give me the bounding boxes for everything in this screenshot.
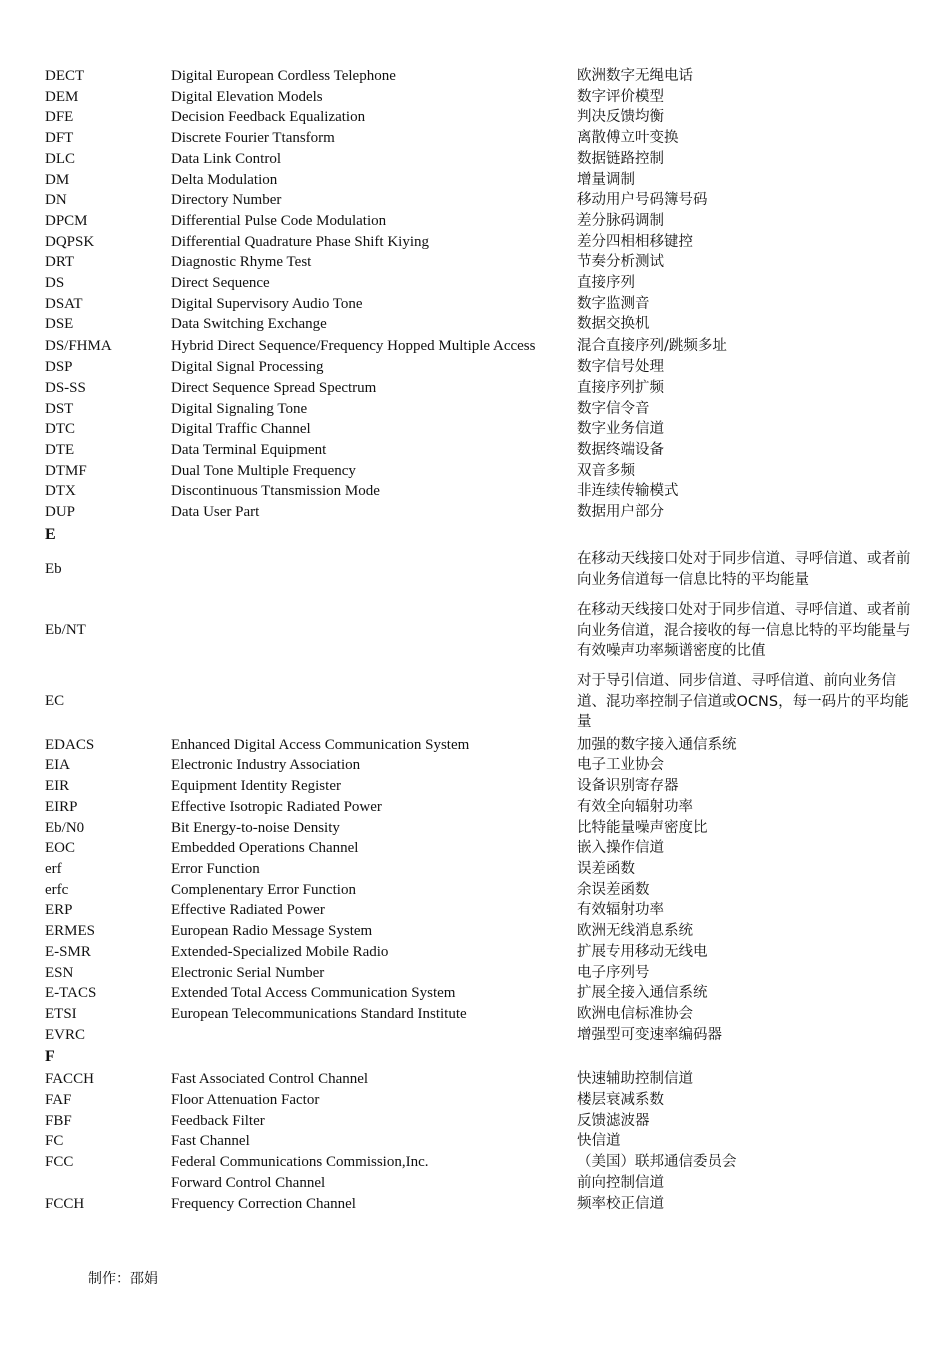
term-chinese: 数据终端设备 bbox=[577, 441, 664, 458]
glossary-row bbox=[45, 755, 925, 776]
term-abbreviation: E-TACS bbox=[45, 985, 97, 1002]
term-chinese: 移动用户号码簿号码 bbox=[577, 192, 708, 209]
term-abbreviation: EOC bbox=[45, 840, 75, 857]
term-english: Digital Signaling Tone bbox=[171, 400, 308, 417]
glossary-row bbox=[45, 149, 925, 170]
term-english: Feedback Filter bbox=[171, 1112, 265, 1129]
term-chinese: 前向控制信道 bbox=[577, 1174, 664, 1191]
glossary-row bbox=[45, 170, 925, 191]
term-chinese: 快信道 bbox=[577, 1133, 621, 1150]
term-abbreviation: DRT bbox=[45, 254, 75, 271]
term-abbreviation: EC bbox=[45, 693, 65, 710]
term-chinese: 嵌入操作信道 bbox=[577, 840, 664, 857]
glossary-row bbox=[45, 107, 925, 128]
term-abbreviation: FCCH bbox=[45, 1195, 85, 1212]
term-english: Digital Supervisory Audio Tone bbox=[171, 295, 363, 312]
term-abbreviation: ERP bbox=[45, 902, 73, 919]
term-abbreviation: DFT bbox=[45, 130, 74, 147]
glossary-row bbox=[45, 1111, 925, 1132]
term-abbreviation: E-SMR bbox=[45, 943, 91, 960]
term-abbreviation: EIA bbox=[45, 757, 70, 774]
glossary-row bbox=[45, 900, 925, 921]
glossary-row bbox=[45, 983, 925, 1004]
term-abbreviation: FBF bbox=[45, 1112, 72, 1129]
term-chinese: 反馈滤波器 bbox=[577, 1112, 650, 1129]
term-abbreviation: ETSI bbox=[45, 1005, 77, 1022]
term-chinese: 余误差函数 bbox=[577, 881, 650, 898]
term-abbreviation: DSP bbox=[45, 359, 73, 376]
glossary-row bbox=[45, 357, 925, 378]
glossary-row bbox=[45, 461, 925, 482]
footer-credit: 制作：邵娟 bbox=[88, 1271, 158, 1287]
glossary-row bbox=[45, 1004, 925, 1025]
term-abbreviation: ERMES bbox=[45, 923, 96, 940]
glossary-row bbox=[45, 859, 925, 880]
term-chinese: 差分四相相移键控 bbox=[577, 233, 693, 250]
glossary-row bbox=[45, 547, 925, 593]
term-chinese: 对于导引信道、同步信道、寻呼信道、前向业务信道、混功率控制子信道或OCNS，每一码片的平均能量 bbox=[577, 673, 909, 731]
term-chinese: 数字业务信道 bbox=[577, 421, 664, 438]
term-chinese: 直接序列扩频 bbox=[577, 379, 664, 396]
term-abbreviation: FAF bbox=[45, 1092, 72, 1109]
term-abbreviation: EIRP bbox=[45, 798, 78, 815]
term-chinese: 设备识别寄存器 bbox=[577, 778, 679, 795]
term-abbreviation: DECT bbox=[45, 68, 85, 84]
term-english: Digital European Cordless Telephone bbox=[171, 68, 396, 84]
term-abbreviation: DPCM bbox=[45, 212, 88, 229]
term-chinese: 在移动天线接口处对于同步信道、寻呼信道、或者前向业务信道每一信息比特的平均能量 bbox=[577, 551, 911, 588]
term-chinese: 加强的数字接入通信系统 bbox=[577, 736, 737, 753]
term-english: Hybrid Direct Sequence/Frequency Hopped Multiple Access bbox=[171, 338, 536, 355]
term-chinese: 扩展专用移动无线电 bbox=[577, 943, 708, 960]
term-chinese: 欧洲数字无绳电话 bbox=[577, 68, 693, 84]
glossary-row bbox=[45, 314, 925, 335]
term-chinese: 欧洲无线消息系统 bbox=[577, 923, 693, 940]
term-english: Direct Sequence Spread Spectrum bbox=[171, 379, 377, 396]
term-abbreviation: DSAT bbox=[45, 295, 83, 312]
glossary-row bbox=[45, 797, 925, 818]
term-abbreviation: erfc bbox=[45, 881, 69, 898]
term-english: Extended Total Access Communication System bbox=[171, 985, 456, 1002]
term-chinese: 数据链路控制 bbox=[577, 150, 664, 167]
term-chinese: 数字信令音 bbox=[577, 400, 650, 417]
glossary-row bbox=[45, 87, 925, 108]
term-english: Enhanced Digital Access Communication System bbox=[171, 736, 470, 753]
glossary-row bbox=[45, 776, 925, 797]
glossary-row bbox=[45, 232, 925, 253]
term-chinese: 楼层衰减系数 bbox=[577, 1092, 664, 1109]
glossary-row bbox=[45, 1090, 925, 1111]
term-english: Data Link Control bbox=[171, 150, 281, 167]
glossary-row bbox=[45, 211, 925, 232]
term-english: Bit Energy-to-noise Density bbox=[171, 819, 340, 836]
term-chinese: 离散傅立叶变换 bbox=[577, 130, 679, 147]
term-chinese: 在移动天线接口处对于同步信道、寻呼信道、或者前向业务信道，混合接收的每一信息比特的平均能量与有效噪声功率频谱密度的比值 bbox=[577, 602, 911, 660]
term-chinese: 差分脉码调制 bbox=[577, 212, 664, 229]
term-chinese: 增量调制 bbox=[577, 171, 635, 188]
glossary-row bbox=[45, 481, 925, 502]
term-abbreviation: DTX bbox=[45, 483, 76, 500]
glossary-row bbox=[45, 1173, 925, 1194]
term-abbreviation: Eb/NT bbox=[45, 622, 86, 639]
glossary-row bbox=[45, 921, 925, 942]
term-abbreviation: DSE bbox=[45, 316, 74, 333]
term-english: Data Terminal Equipment bbox=[171, 441, 327, 458]
term-english: Federal Communications Commission,Inc. bbox=[171, 1154, 429, 1171]
glossary-row bbox=[45, 942, 925, 963]
term-abbreviation: DS/FHMA bbox=[45, 338, 112, 355]
glossary-row bbox=[45, 669, 925, 735]
term-english: Electronic Industry Association bbox=[171, 757, 361, 774]
term-abbreviation: DTC bbox=[45, 421, 75, 438]
term-english: Embedded Operations Channel bbox=[171, 840, 359, 857]
term-english: Extended-Specialized Mobile Radio bbox=[171, 943, 389, 960]
glossary-table bbox=[45, 66, 925, 1214]
section-heading: E bbox=[45, 525, 56, 543]
glossary-row bbox=[45, 419, 925, 440]
term-chinese: 数字评价模型 bbox=[577, 88, 664, 105]
term-english: Complenentary Error Function bbox=[171, 881, 356, 898]
glossary-row bbox=[45, 818, 925, 839]
term-chinese: （美国）联邦通信委员会 bbox=[577, 1154, 737, 1171]
term-chinese: 电子工业协会 bbox=[577, 757, 664, 774]
term-chinese: 数据用户部分 bbox=[577, 504, 664, 521]
term-abbreviation: DUP bbox=[45, 504, 76, 521]
term-english: Decision Feedback Equalization bbox=[171, 109, 366, 126]
term-abbreviation: DLC bbox=[45, 150, 75, 167]
term-abbreviation: FCC bbox=[45, 1154, 74, 1171]
glossary-row bbox=[45, 190, 925, 211]
term-english: Discontinuous Ttansmission Mode bbox=[171, 483, 380, 500]
term-english: Diagnostic Rhyme Test bbox=[171, 254, 312, 271]
glossary-row bbox=[45, 294, 925, 315]
term-abbreviation bbox=[45, 1173, 171, 1194]
glossary-row bbox=[45, 378, 925, 399]
term-abbreviation: DM bbox=[45, 171, 70, 188]
glossary-row bbox=[45, 838, 925, 859]
term-english: Electronic Serial Number bbox=[171, 964, 325, 981]
term-abbreviation: DST bbox=[45, 400, 74, 417]
term-english: Digital Traffic Channel bbox=[171, 421, 311, 438]
term-english: Frequency Correction Channel bbox=[171, 1195, 356, 1212]
term-english: Equipment Identity Register bbox=[171, 778, 341, 795]
glossary-row bbox=[45, 252, 925, 273]
term-english: Fast Channel bbox=[171, 1133, 250, 1150]
term-abbreviation: DFE bbox=[45, 109, 74, 126]
term-abbreviation: ESN bbox=[45, 964, 74, 981]
term-abbreviation: DTE bbox=[45, 441, 75, 458]
glossary-row bbox=[45, 880, 925, 901]
term-english: Data Switching Exchange bbox=[171, 316, 327, 333]
term-english bbox=[171, 1025, 577, 1046]
glossary-row bbox=[45, 399, 925, 420]
term-english: Error Function bbox=[171, 860, 260, 877]
term-chinese: 比特能量噪声密度比 bbox=[577, 819, 708, 836]
term-abbreviation: Eb/N0 bbox=[45, 819, 85, 836]
term-english: Data User Part bbox=[171, 504, 260, 521]
term-english: Differential Pulse Code Modulation bbox=[171, 212, 387, 229]
term-chinese: 快速辅助控制信道 bbox=[577, 1071, 693, 1088]
term-chinese: 非连续传输模式 bbox=[577, 483, 679, 500]
term-chinese: 判决反馈均衡 bbox=[577, 109, 664, 126]
glossary-row bbox=[45, 1069, 925, 1090]
term-english: Dual Tone Multiple Frequency bbox=[171, 462, 356, 479]
term-abbreviation: EVRC bbox=[45, 1026, 86, 1043]
glossary-row bbox=[45, 128, 925, 149]
glossary-row bbox=[45, 963, 925, 984]
term-abbreviation: EIR bbox=[45, 778, 70, 795]
glossary-row bbox=[45, 273, 925, 294]
section-heading: F bbox=[45, 1048, 55, 1066]
glossary-row bbox=[45, 440, 925, 461]
term-chinese: 节奏分析测试 bbox=[577, 254, 664, 271]
term-abbreviation: erf bbox=[45, 860, 62, 877]
term-english: Forward Control Channel bbox=[171, 1174, 326, 1191]
term-english: Floor Attenuation Factor bbox=[171, 1092, 320, 1109]
glossary-row bbox=[45, 593, 925, 669]
term-english: Differential Quadrature Phase Shift Kiying bbox=[171, 233, 429, 250]
term-abbreviation: EDACS bbox=[45, 736, 95, 753]
term-abbreviation: DS bbox=[45, 275, 65, 292]
term-english: Fast Associated Control Channel bbox=[171, 1071, 369, 1088]
term-english: Digital Signal Processing bbox=[171, 359, 324, 376]
term-chinese: 误差函数 bbox=[577, 860, 635, 877]
glossary-row bbox=[45, 1194, 925, 1215]
term-chinese: 频率校正信道 bbox=[577, 1195, 664, 1212]
term-chinese: 数字监测音 bbox=[577, 295, 650, 312]
term-chinese: 有效辐射功率 bbox=[577, 902, 664, 919]
term-abbreviation: DN bbox=[45, 192, 67, 209]
term-abbreviation: DEM bbox=[45, 88, 79, 105]
term-abbreviation: Eb bbox=[45, 561, 62, 578]
term-english: Directory Number bbox=[171, 192, 282, 209]
glossary-row bbox=[45, 502, 925, 523]
term-chinese: 欧洲电信标准协会 bbox=[577, 1005, 693, 1022]
term-chinese: 电子序列号 bbox=[577, 964, 650, 981]
term-english: European Telecommunications Standard Institute bbox=[171, 1005, 467, 1022]
term-english: Delta Modulation bbox=[171, 171, 278, 188]
term-english: Direct Sequence bbox=[171, 275, 270, 292]
term-abbreviation: DQPSK bbox=[45, 233, 95, 250]
term-abbreviation: DS-SS bbox=[45, 379, 86, 396]
term-abbreviation: FACCH bbox=[45, 1071, 94, 1088]
term-english: European Radio Message System bbox=[171, 923, 373, 940]
term-chinese: 扩展全接入通信系统 bbox=[577, 985, 708, 1002]
term-chinese: 直接序列 bbox=[577, 275, 635, 292]
glossary-row bbox=[45, 735, 925, 756]
term-chinese: 数据交换机 bbox=[577, 316, 650, 333]
term-chinese: 有效全向辐射功率 bbox=[577, 798, 693, 815]
glossary-row bbox=[45, 66, 925, 87]
term-chinese: 数字信号处理 bbox=[577, 359, 664, 376]
glossary-row bbox=[45, 1152, 925, 1173]
glossary-row bbox=[45, 1131, 925, 1152]
term-chinese: 混合直接序列/跳频多址 bbox=[577, 338, 727, 355]
term-abbreviation: FC bbox=[45, 1133, 64, 1150]
glossary-row bbox=[45, 1025, 925, 1046]
term-chinese: 双音多频 bbox=[577, 462, 635, 479]
glossary-row bbox=[45, 335, 925, 357]
term-english: Effective Radiated Power bbox=[171, 902, 325, 919]
term-english: Effective Isotropic Radiated Power bbox=[171, 798, 382, 815]
term-english: Discrete Fourier Ttansform bbox=[171, 130, 335, 147]
term-abbreviation: DTMF bbox=[45, 462, 87, 479]
term-english: Digital Elevation Models bbox=[171, 88, 323, 105]
term-chinese: 增强型可变速率编码器 bbox=[577, 1026, 722, 1043]
